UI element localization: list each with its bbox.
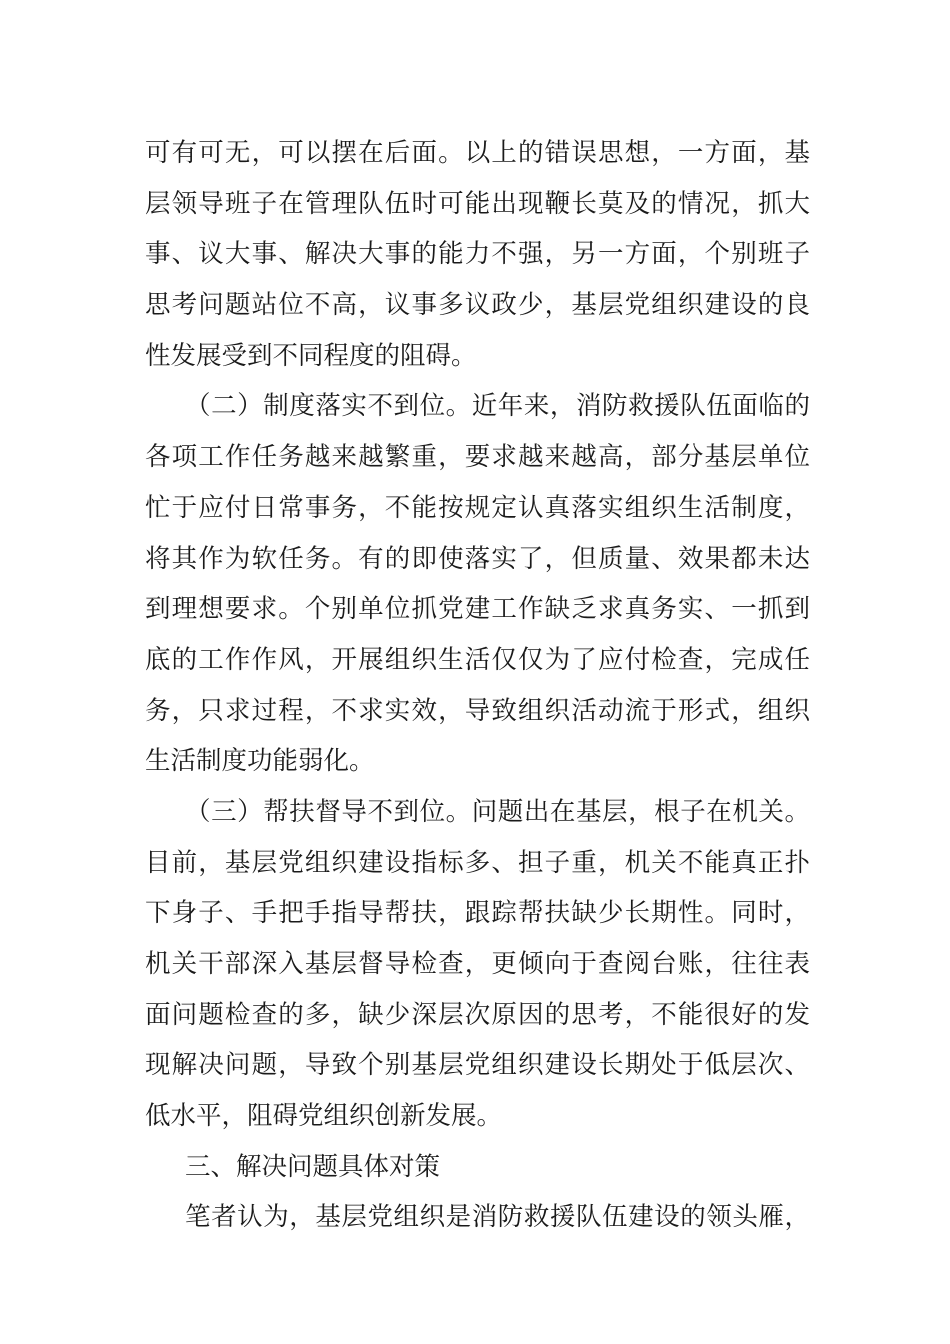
text-line-1: 可有可无，可以摆在后面。以上的错误思想，一方面，基 <box>145 138 810 168</box>
text-line-15: 目前，基层党组织建设指标多、担子重，机关不能真正扑 <box>145 847 810 878</box>
body-text <box>145 128 810 1243</box>
section-heading-three: 三、解决问题具体对策 <box>185 1151 441 1182</box>
text-line-8: 忙于应付日常事务，不能按规定认真落实组织生活制度， <box>145 492 810 523</box>
text-line-16: 下身子、手把手指导帮扶，跟踪帮扶缺少长期性。同时， <box>145 898 810 929</box>
text-line-2: 层领导班子在管理队伍时可能出现鞭长莫及的情况，抓大 <box>145 188 810 219</box>
text-line-12: 务，只求过程，不求实效，导致组织活动流于形式，组织 <box>145 695 810 726</box>
text-line-5: 性发展受到不同程度的阻碍。 <box>145 340 477 371</box>
text-line-17: 机关干部深入基层督导检查，更倾向于查阅台账，往往表 <box>145 949 810 979</box>
section-heading-3: （三）帮扶督导不到位。问题出在基层，根子在机关。 <box>185 796 810 827</box>
text-line-22: 笔者认为，基层党组织是消防救援队伍建设的领头雁， <box>185 1202 810 1233</box>
text-line-3: 事、议大事、解决大事的能力不强，另一方面，个别班子 <box>145 239 810 270</box>
text-line-9: 将其作为软任务。有的即使落实了，但质量、效果都未达 <box>145 543 810 574</box>
text-line-13: 生活制度功能弱化。 <box>145 746 375 777</box>
section-heading-2: （二）制度落实不到位。近年来，消防救援队伍面临的 <box>185 391 810 422</box>
text-line-7: 各项工作任务越来越繁重，要求越来越高，部分基层单位 <box>145 442 810 473</box>
text-line-19: 现解决问题，导致个别基层党组织建设长期处于低层次、 <box>145 1050 810 1081</box>
text-line-20: 低水平，阻碍党组织创新发展。 <box>145 1101 503 1132</box>
text-line-10: 到理想要求。个别单位抓党建工作缺乏求真务实、一抓到 <box>145 594 810 625</box>
text-line-18: 面问题检查的多，缺少深层次原因的思考，不能很好的发 <box>145 999 810 1030</box>
text-line-4: 思考问题站位不高，议事多议政少，基层党组织建设的良 <box>145 290 810 321</box>
text-line-11: 底的工作作风，开展组织生活仅仅为了应付检查，完成任 <box>145 644 810 675</box>
